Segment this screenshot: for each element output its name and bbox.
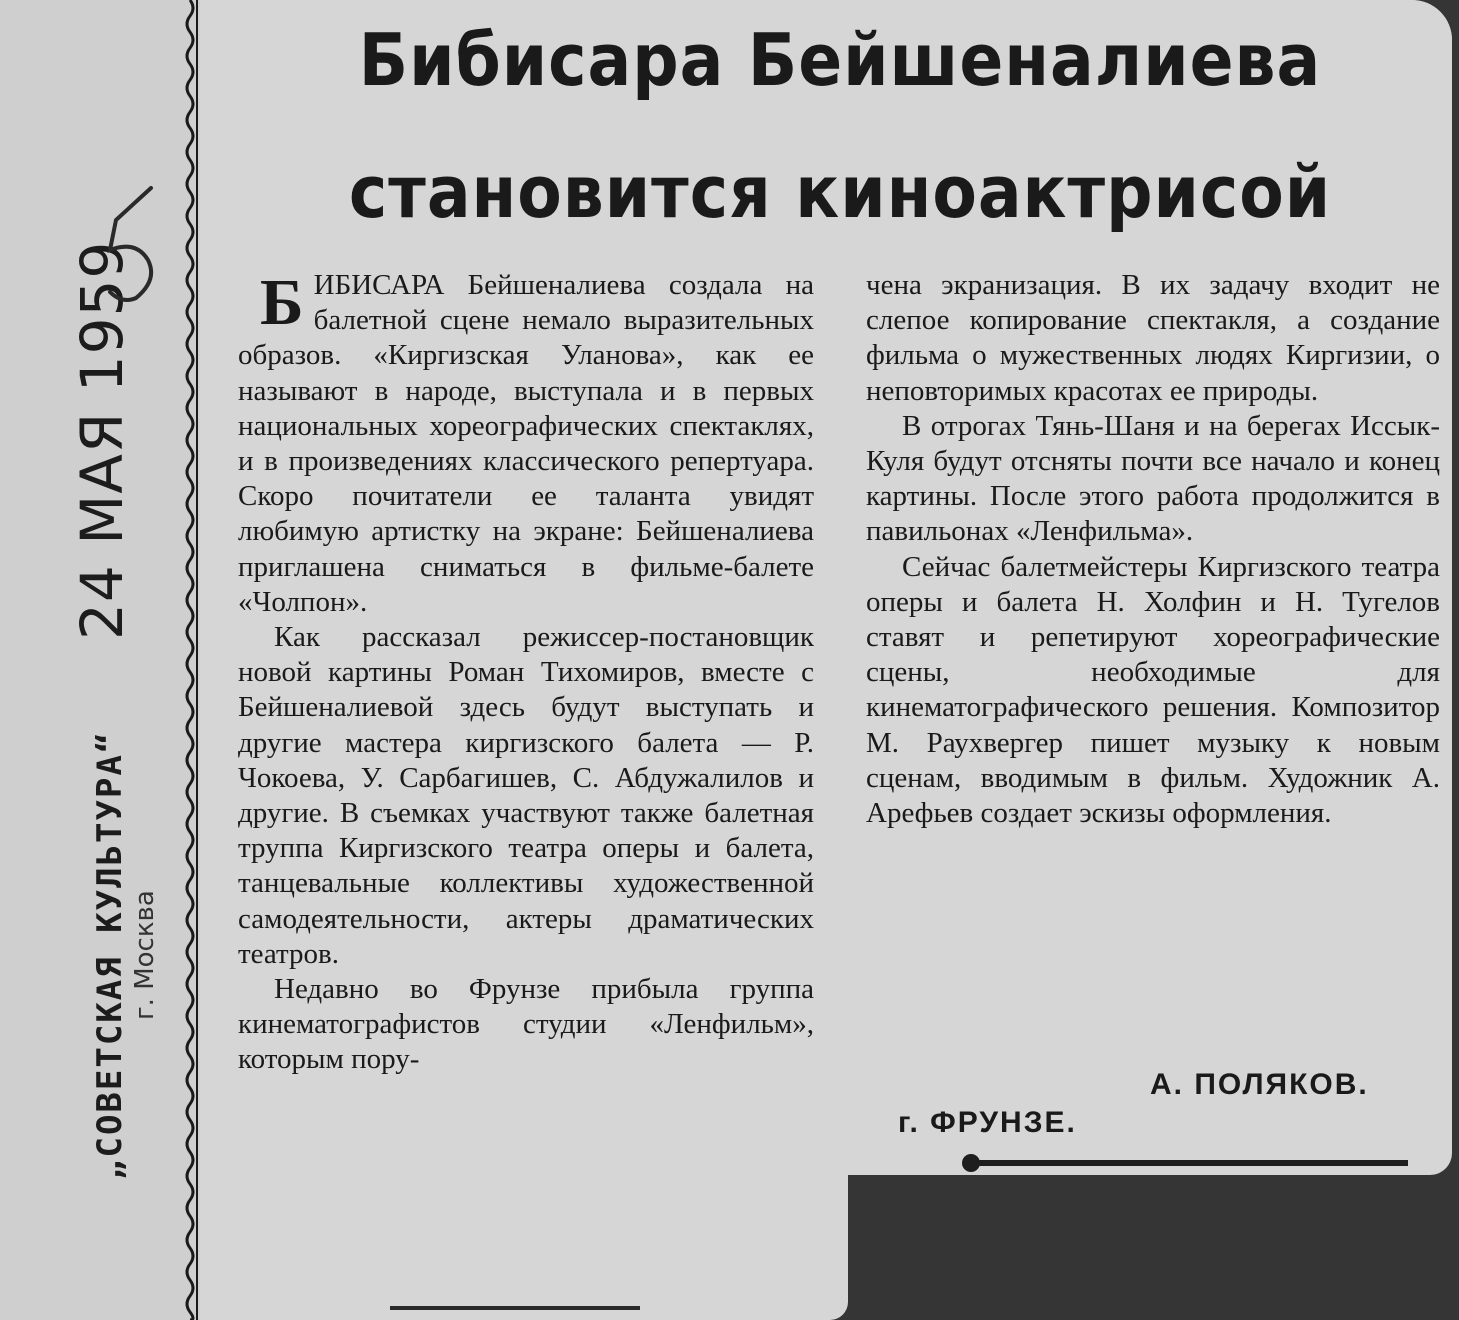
archive-stamp [68, 240, 136, 1180]
stamp-city: г. Москва [130, 890, 160, 1020]
article-column-left [238, 268, 814, 1078]
headline-line-2: становится киноактрисой [348, 150, 1332, 234]
handwritten-number-mark [96, 180, 166, 310]
article-column-right [866, 268, 1440, 831]
column-bottom-rule [390, 1306, 640, 1310]
author-signature: А. ПОЛЯКОВ. [1150, 1068, 1369, 1101]
article-paragraph: Недавно во Фрунзе прибыла группа кинематографистов студии «Ленфильм», которым пору- [238, 973, 814, 1076]
stamp-newspaper-name: „СОВЕТСКАЯ КУЛЬТУРА“ [90, 730, 130, 1180]
dropcap-letter: Б [260, 266, 304, 339]
article-paragraph: чена экранизация. В их задачу входит не слепое копирование спектакля, а создание фильма о мужественных людях Киргизии, о неповторимых красотах ее природы. [866, 269, 1440, 407]
article-paragraph: Сейчас балетмейстеры Киргизского театра оперы и балета Н. Холфин и Н. Тугелов ставят и репетируют хореографические сцены, необходимые для кинематографического решения. Композитор М. Раухвергер пишет музыку к новым сценам, вводимым в фильм. Художник А. Арефьев создает эскизы оформления. [866, 550, 1440, 830]
end-rule [968, 1160, 1408, 1166]
wavy-border-divider [180, 0, 200, 1320]
article-paragraph: В отрогах Тянь-Шаня и на берегах Иссык-Куля будут отсняты почти все начало и конец картины. После этого работа продолжится в павильонах «Ленфильма». [866, 409, 1440, 548]
article-paragraph: Как рассказал режиссер-постановщик новой картины Роман Тихомиров, вместе с Бейшеналиевой здесь будут выступать и другие мастера киргизского балета — Р. Чокоева, У. Сарбагишев, С. Абдужалилов и другие. В съемках участвуют также балетная труппа Киргизского театра оперы и балета, танцевальные коллективы художественной самодеятельности, актеры драматических театров. [238, 621, 814, 970]
headline-line-1: Бибисара Бейшеналиева [358, 18, 1322, 102]
stamp-date: 24 МАЯ 1959 [68, 240, 136, 640]
article-paragraph [238, 268, 814, 620]
paragraph-text: ИБИСАРА Бейшеналиева создала на балетной сцене немало выразительных образов. «Киргизская Уланова», как ее называют в народе, выступала и в первых национальных хореографических спектаклях, и в произведениях классического репертуара. Скоро почитатели ее таланта увидят любимую артистку на экране: Бейшеналиева приглашена сниматься в фильме-балете «Чолпон». [238, 269, 814, 618]
article-dateline: г. ФРУНЗЕ. [898, 1106, 1077, 1139]
